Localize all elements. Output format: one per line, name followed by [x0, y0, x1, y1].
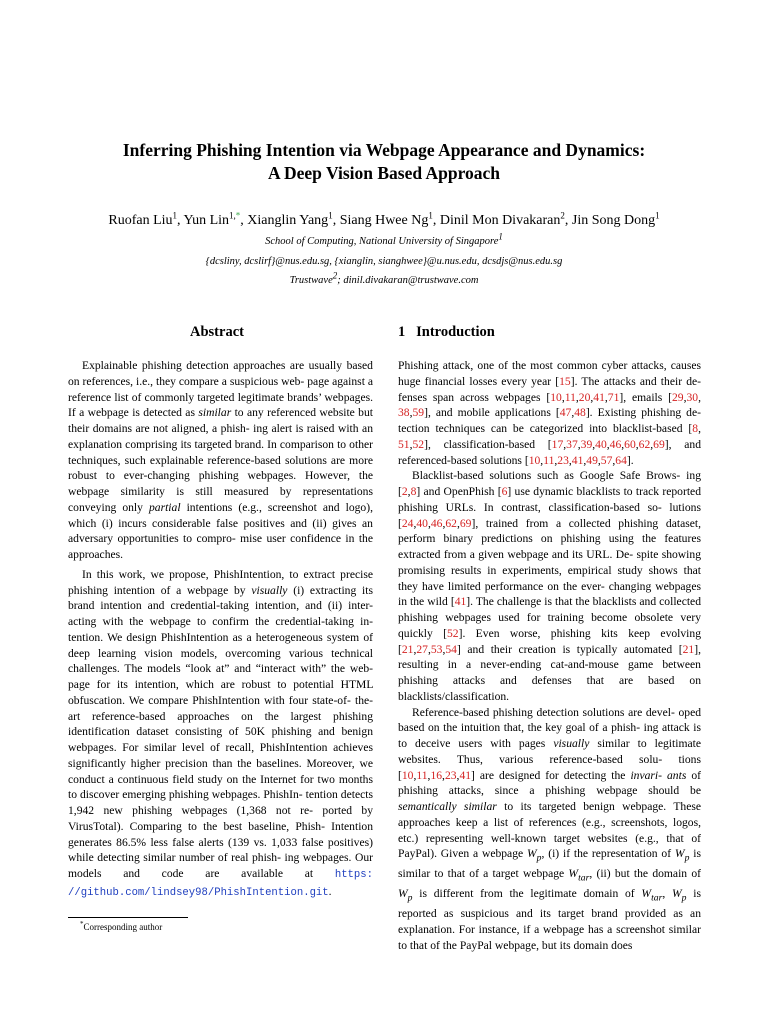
citation-link[interactable]: 23 — [444, 768, 457, 782]
author-emails: {dcsliny, dcslirf}@nus.edu.sg, {xianglin, sianghwee}@u.nus.edu, dcsdjs@nus.edu.sg — [205, 256, 563, 267]
citation-link[interactable]: 54 — [445, 642, 457, 656]
code-link[interactable]: https: //github.com/lindsey98/PhishIntention.git — [68, 869, 373, 899]
section-title: Introduction — [416, 324, 495, 340]
author-name: Xianglin Yang — [247, 213, 329, 228]
footnote-rule — [68, 917, 188, 918]
author-mark: 1 — [172, 210, 178, 221]
author-mark: 2 — [560, 210, 565, 221]
citation-link[interactable]: 52 — [412, 437, 425, 451]
abstract-body — [68, 358, 373, 902]
citation-link[interactable]: 41 — [593, 390, 605, 404]
citation-link[interactable]: 29 — [672, 390, 684, 404]
affiliation-mark: 2 — [332, 270, 338, 281]
affiliation-mark: 1 — [498, 231, 503, 242]
citation-link[interactable]: 30 — [686, 390, 699, 404]
citation-link[interactable]: 37 — [566, 437, 578, 451]
citation-link[interactable]: 51 — [398, 437, 410, 451]
citation-link[interactable]: 71 — [607, 390, 620, 404]
citation-link[interactable]: 57 — [600, 453, 613, 467]
citation-link[interactable]: 11 — [564, 390, 576, 404]
author-name: Jin Song Dong — [571, 213, 656, 228]
citation-link[interactable]: 11 — [416, 768, 428, 782]
citation-link[interactable]: 11 — [543, 453, 555, 467]
citation-link[interactable]: 8 — [410, 485, 417, 498]
citation-link[interactable]: 52 — [446, 626, 459, 640]
author-name: Dinil Mon Divakaran — [439, 213, 561, 228]
author-mark: 1 — [655, 210, 660, 221]
citation-link[interactable]: 69 — [459, 516, 472, 530]
citation-link[interactable]: 39 — [580, 437, 593, 451]
affiliation-1 — [40, 231, 728, 249]
citation-link[interactable]: 40 — [416, 516, 428, 530]
citation-link[interactable]: 41 — [571, 453, 584, 467]
citation-link[interactable]: 17 — [551, 437, 564, 451]
citation-link[interactable]: 15 — [559, 374, 571, 388]
citation-link[interactable]: 21 — [401, 642, 414, 656]
intro-paragraph-1: Phishing attack, one of the most common cyber attacks, causes huge financial losses every year [15]. The attacks and their de- fenses span across webpages [10,11,20,41,71], emails [29,30, 38,59], and mobile applications [47,48]. Existing phishing de- tection techniques can be categorized into blacklist-based [8, 51,52], classification-based [17,37,39,40,46,60,62,69], and referenced-based solutions [10,11,23,41,49,57,64]. — [398, 359, 702, 467]
author-name: Ruofan Liu — [108, 213, 173, 228]
citation-link[interactable]: 41 — [454, 595, 467, 609]
citation-link[interactable]: 62 — [445, 516, 457, 530]
section-number: 1 — [398, 324, 406, 340]
affiliation-email: ; dinil.divakaran@trustwave.com — [337, 275, 479, 286]
citation-link[interactable]: 23 — [557, 453, 569, 467]
citation-link[interactable]: 2 — [401, 485, 408, 498]
citation-link[interactable]: 40 — [595, 437, 607, 451]
author-list: Ruofan Liu$^1$, Yun Lin$^{1,*}$, Xianglin Yang$^1$, Siang Hwee Ng$^1$, Dinil Mon Divakaran$^2$, Jin Song Dong$^1$ — [108, 210, 660, 228]
author-name: Yun Lin — [183, 213, 230, 228]
citation-link[interactable]: 46 — [430, 516, 443, 530]
author-mark: 1,* — [229, 210, 241, 221]
citation-link[interactable]: 53 — [430, 642, 443, 656]
citation-link[interactable]: 60 — [624, 437, 636, 451]
citation-link[interactable]: 20 — [578, 390, 591, 404]
affiliation-2 — [40, 270, 728, 288]
abstract-heading: Abstract — [190, 324, 244, 340]
citation-link[interactable]: 10 — [401, 768, 414, 782]
citation-link[interactable]: 24 — [401, 516, 414, 530]
citation-link[interactable]: 6 — [501, 485, 508, 498]
footnote-text: Corresponding author — [83, 922, 163, 932]
intro-heading — [398, 324, 495, 341]
citation-link[interactable]: 47 — [559, 406, 572, 420]
citation-link[interactable]: 48 — [574, 406, 586, 420]
citation-link[interactable]: 64 — [615, 453, 627, 467]
citation-link[interactable]: 46 — [609, 437, 622, 451]
abstract-paragraph-1: Explainable phishing detection approaches are usually based on references, i.e., they compare a suspicious web- page against a reference list of commonly targeted legitimate brands’ webpages. If a webpage is detected as similar to any referenced website but their domains are not aligned, a phish- ing alert is raised with an explanation comprising its targeted brand. In comparison to other techniques, such explainable reference-based solutions are more robust to ever-changing phishing webpages. However, the webpage similarity is still measured by representations conveying only partial intentions (e.g., screenshot and logo), which (i) incurs considerable false positives and (ii) gives an adversary opportunities to compro- mise user confidence in the approaches. — [68, 359, 374, 561]
intro-paragraph-2: Blacklist-based solutions such as Google Safe Brows- ing [2,8] and OpenPhish [6] use dynamic blacklists to track reported phishing URLs. In contrast, classification-based so- lutions [24,40,46,62,69], trained from a collected phishing dataset, perform binary predictions on phishing using the features extracted from a given webpage and its URL. De- spite showing promising results in experiments, empirical study shows that they have limited performance on the ever- changing webpages in the wild [41]. The challenge is that the blacklists and collected phishing webpages used for training become obsolete very quickly [52]. Even worse, phishing kits keep evolving [21,27,53,54] and their creation is typically automated [21], resulting in a never-ending cat-and-mouse game between phishing attacks and defenses that are based on blacklists/classification. — [398, 469, 702, 703]
citation-link[interactable]: 59 — [412, 406, 425, 420]
citation-link[interactable]: 38 — [398, 406, 410, 420]
citation-link[interactable]: 27 — [416, 642, 428, 656]
citation-link[interactable]: 16 — [430, 768, 443, 782]
intro-paragraph-3: Reference-based phishing detection solutions are devel- oped based on the intuition that, the key goal of a phish- ing attack is to deceive users with pages visually similar to legitimate websites. Thus, various reference-based solu- tions [10,11,16,23,41] are designed for detecting the invari- ants of phishing attacks, since a phishing webpage should be semantically similar to its targeted benign webpage. These approaches keep a list of references (e.g., screenshots, logos, etc.) representing well-known target websites (e.g., that of PayPal). Given a webpage $W_p$, (i) if the representation of $W_p$ is similar to that of a target webpage $W_{tar}$, (ii) but the domain of $W_p$ is different from the legitimate domain of $W_{tar}$, $W_p$ is reported as suspicious and its target brand provided as an explanation. For instance, if a webpage has a screenshot similar to that of the PayPal webpage, but its domain does — [398, 705, 702, 952]
citation-link[interactable]: 8 — [692, 422, 699, 435]
abstract-paragraph-2: In this work, we propose, PhishIntention, to extract precise phishing intention of a webpage by visually (i) extracting its brand intention and credential-taking intention, and (ii) inter- acting with the webpage to confirm the credential-taking in- tention. We design PhishIntention as a heterogeneous system of deep learning vision models, overcoming various technical challenges. The models “look at” and “interact with” the web- page for its intention, which are robust to potential HTML obfuscation. We compare PhishIntention with four state-of- the-art reference-based approaches on the largest phishing identification dataset consisting of 50K phishing and benign webpages. For similar level of recall, PhishIntention achieves significantly higher precision than the baselines. Moreover, we conduct a continuous field study on the Internet for two months to discover emerging phishing webpages. PhishIn- tention detects 1,942 new phishing webpages (1,368 not re- ported by VirusTotal). Comparing to the best baseline, Phish- Intention generates 86.5% less false alerts (139 vs. 1,033 false positives) while detecting similar number of real phish- ing webpages. Our models and code are available at https: //github.com/lindsey98/PhishIntention.git. — [68, 567, 374, 899]
citation-link[interactable]: 10 — [528, 453, 541, 467]
author-name: Siang Hwee Ng — [339, 213, 429, 228]
citation-link[interactable]: 62 — [638, 437, 651, 451]
title-line-2: A Deep Vision Based Approach — [267, 163, 501, 183]
citation-link[interactable]: 21 — [682, 642, 695, 656]
footnote — [80, 921, 162, 933]
citation-link[interactable]: 41 — [459, 768, 472, 782]
affiliation-name: School of Computing, National University of Singapore — [265, 236, 499, 247]
affiliation-name: Trustwave — [289, 275, 333, 286]
author-mark: 1 — [428, 210, 433, 221]
paper-title — [60, 139, 708, 185]
intro-body — [398, 358, 701, 954]
title-line-1: Inferring Phishing Intention via Webpage Appearance and Dynamics: — [122, 140, 646, 160]
author-mark: 1 — [328, 210, 333, 221]
footnote-mark: * — [80, 920, 84, 928]
citation-link[interactable]: 69 — [653, 437, 665, 451]
citation-link[interactable]: 10 — [550, 390, 562, 404]
citation-link[interactable]: 49 — [586, 453, 598, 467]
